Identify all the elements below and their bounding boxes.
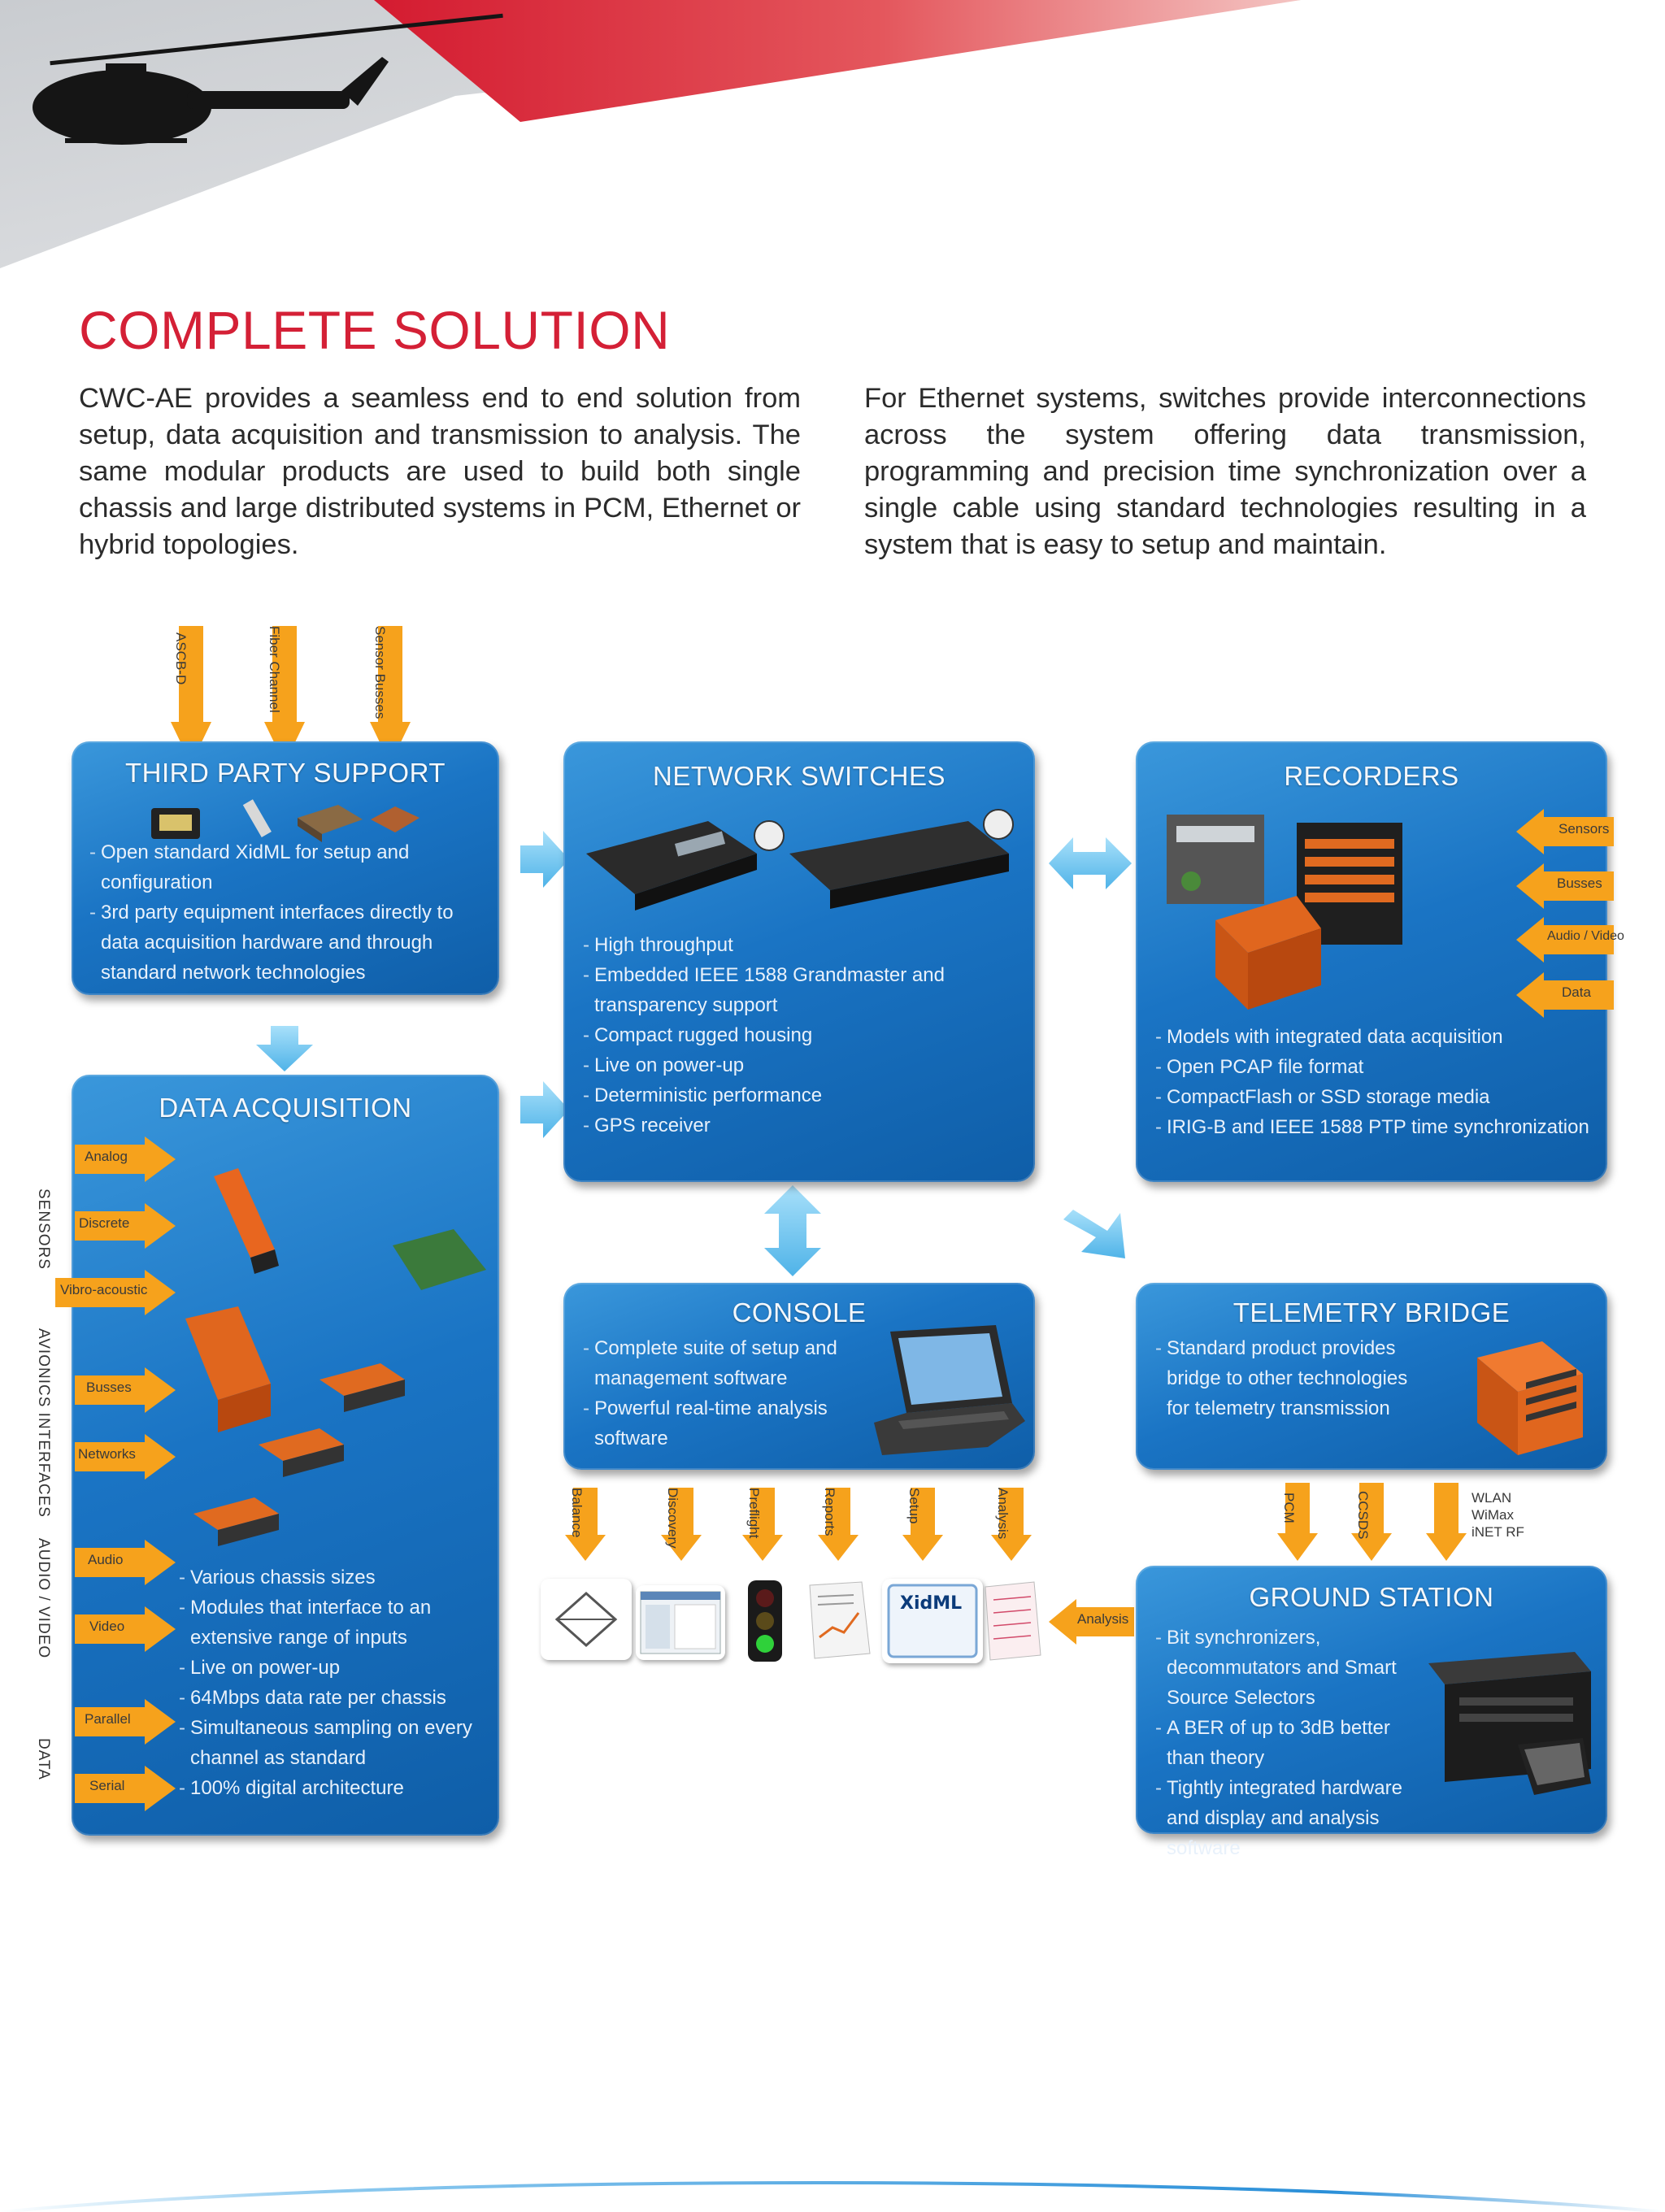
bullet: - Live on power-up [583,1050,1022,1080]
data-acquisition-bullets [179,1562,488,1803]
telemetry-bridge-bullets [1155,1333,1432,1423]
connector-arrow-right-1 [520,831,569,888]
panel-title: RECORDERS [1284,761,1459,791]
recorder-images [1159,806,1427,1018]
console-output-label: Discovery [665,1488,680,1549]
bullet: - IRIG-B and IEEE 1588 PTP time synchronization [1155,1112,1606,1142]
bullet: - Simultaneous sampling on every channel as standard [179,1713,488,1773]
bullet: - High throughput [583,930,1022,960]
telemetry-bridge-chassis-image [1461,1325,1599,1463]
bullet: - GPS receiver [583,1110,1022,1141]
bullet: - 3rd party equipment interfaces directly to data acquisition hardware and through standard network technologies [89,897,488,988]
daq-input-networks [75,1434,176,1480]
console-output-label: Balance [569,1488,585,1538]
balance-software-icon [541,1579,632,1660]
arrow-label: Audio / Video [1547,929,1624,943]
connector-arrow-down [256,1026,313,1071]
top-input-label-1: ASCB-D [173,632,189,685]
bullet: - Compact rugged housing [583,1020,1022,1050]
discovery-software-icon [636,1585,725,1660]
arrow-label: Analog [85,1149,128,1164]
network-switch-images [586,805,1025,919]
wireless-labels [1472,1489,1524,1541]
daq-input-audio [75,1540,176,1585]
bullet: - Live on power-up [179,1653,488,1683]
console-output-label: Reports [822,1488,837,1536]
side-label-audio-video: AUDIO / VIDEO [35,1538,52,1659]
daq-input-serial [75,1766,176,1811]
intro-paragraph-right: For Ethernet systems, switches provide interconnections across the system offering data transmission, programming and precision time synchronization over a single cable using standard technologies resulting in a system that is easy to setup and maintain. [864,383,1586,560]
network-switches-panel [563,741,1035,1182]
bullet: - 64Mbps data rate per chassis [179,1683,488,1713]
daq-input-discrete [75,1203,176,1249]
panel-title: TELEMETRY BRIDGE [1232,1297,1511,1328]
connector-arrow-bidirectional-h [1049,837,1132,889]
top-input-label-3: Sensor Busses [372,626,388,719]
arrow-label: Data [1562,984,1591,1000]
panel-title: GROUND STATION [1249,1582,1494,1612]
page-title: COMPLETE SOLUTION [79,300,671,360]
bullet: - 100% digital architecture [179,1773,488,1803]
ground-station-bullets [1155,1623,1424,1863]
arrow-label: Serial [89,1778,125,1793]
bullet: - Embedded IEEE 1588 Grandmaster and transparency support [583,960,1022,1020]
arrow-label: Busses [1557,876,1602,891]
connector-arrow-diagonal [1063,1210,1125,1258]
recorder-input-busses [1516,863,1614,909]
third-party-bullets [89,837,488,988]
bullet: - Standard product provides bridge to other technologies for telemetry transmission [1155,1333,1432,1423]
bullet: - Bit synchronizers, decommutators and Smart Source Selectors [1155,1623,1424,1713]
console-bullets [583,1333,859,1454]
bullet: - CompactFlash or SSD storage media [1155,1082,1606,1112]
arrow-label: Discrete [79,1215,130,1231]
arrow-label: Sensors [1558,821,1610,837]
reports-document-icon [805,1580,875,1662]
arrow-label: Audio [88,1552,124,1567]
daq-input-parallel [75,1699,176,1745]
side-label-avionics: AVIONICS INTERFACES [35,1328,52,1518]
console-output-label: Analysis [995,1488,1011,1540]
console-output-label: Preflight [746,1488,762,1539]
third-party-support-panel [72,741,499,995]
telemetry-bridge-panel [1136,1283,1607,1470]
ground-station-rack-image [1420,1647,1599,1810]
ground-station-panel [1136,1566,1607,1859]
intro-paragraph-left: CWC-AE provides a seamless end to end solution from setup, data acquisition and transmission to analysis. The same modular products are used to build both single chassis and large distributed systems in PCM, Ethernet or hybrid topologies. [79,383,801,560]
panel-title: CONSOLE [732,1297,867,1328]
recorders-bullets [1155,1022,1606,1142]
recorder-input-audio-video [1516,917,1624,963]
arrow-label: Busses [86,1380,132,1395]
daq-input-vibro-acoustic [55,1270,176,1315]
bullet: - A BER of up to 3dB better than theory [1155,1713,1424,1773]
connector-arrow-bidirectional-v [764,1185,821,1276]
footer-swoosh [0,2163,1665,2212]
arrow-label: Parallel [85,1711,131,1727]
wireless-label: WLAN [1472,1490,1512,1506]
console-output-label: Setup [906,1488,922,1524]
third-party-device-icons [151,795,420,844]
bullet: - Models with integrated data acquisition [1155,1022,1606,1052]
console-panel [563,1283,1035,1470]
bullet: - Modules that interface to an extensive range of inputs [179,1593,488,1653]
panel-title: DATA ACQUISITION [159,1093,412,1123]
arrow-label: Networks [78,1446,136,1462]
wireless-label: WiMax [1472,1507,1514,1523]
ground-station-analysis-arrow [1049,1599,1134,1645]
recorder-input-data [1516,972,1614,1018]
bullet: - Powerful real-time analysis software [583,1393,859,1454]
network-switches-bullets [583,930,1022,1141]
bullet: - Deterministic performance [583,1080,1022,1110]
side-label-sensors: SENSORS [35,1189,52,1270]
header-helicopter-banner [0,0,1665,268]
daq-input-analog [75,1136,176,1182]
arrow-label: Video [89,1619,125,1634]
xidml-logo-text: XidML [900,1593,963,1614]
panel-title: THIRD PARTY SUPPORT [125,758,446,788]
telemetry-output-label: PCM [1281,1493,1297,1523]
telemetry-output-wireless [1426,1483,1467,1561]
bullet: - Open PCAP file format [1155,1052,1606,1082]
laptop-image [866,1325,1028,1463]
connector-arrow-right-2 [520,1081,569,1138]
analysis-document-icon [982,1580,1044,1662]
side-label-data: DATA [35,1738,52,1780]
top-input-label-2: Fiber Channel [267,626,282,713]
arrow-label: Vibro-acoustic [60,1282,148,1297]
preflight-traffic-light-icon [745,1579,785,1663]
panel-title: NETWORK SWITCHES [653,761,946,791]
xidml-setup-icon [882,1579,983,1663]
arrow-label: Analysis [1077,1611,1129,1627]
bullet: - Various chassis sizes [179,1562,488,1593]
bullet: - Open standard XidML for setup and configuration [89,837,488,897]
bullet: - Tightly integrated hardware and display and analysis software [1155,1773,1424,1863]
telemetry-output-label: CCSDS [1355,1491,1371,1540]
daq-input-busses [75,1367,176,1413]
bullet: - Complete suite of setup and management software [583,1333,859,1393]
daq-input-video [75,1606,176,1652]
wireless-label: iNET RF [1472,1524,1524,1540]
recorder-input-sensors [1516,809,1614,854]
